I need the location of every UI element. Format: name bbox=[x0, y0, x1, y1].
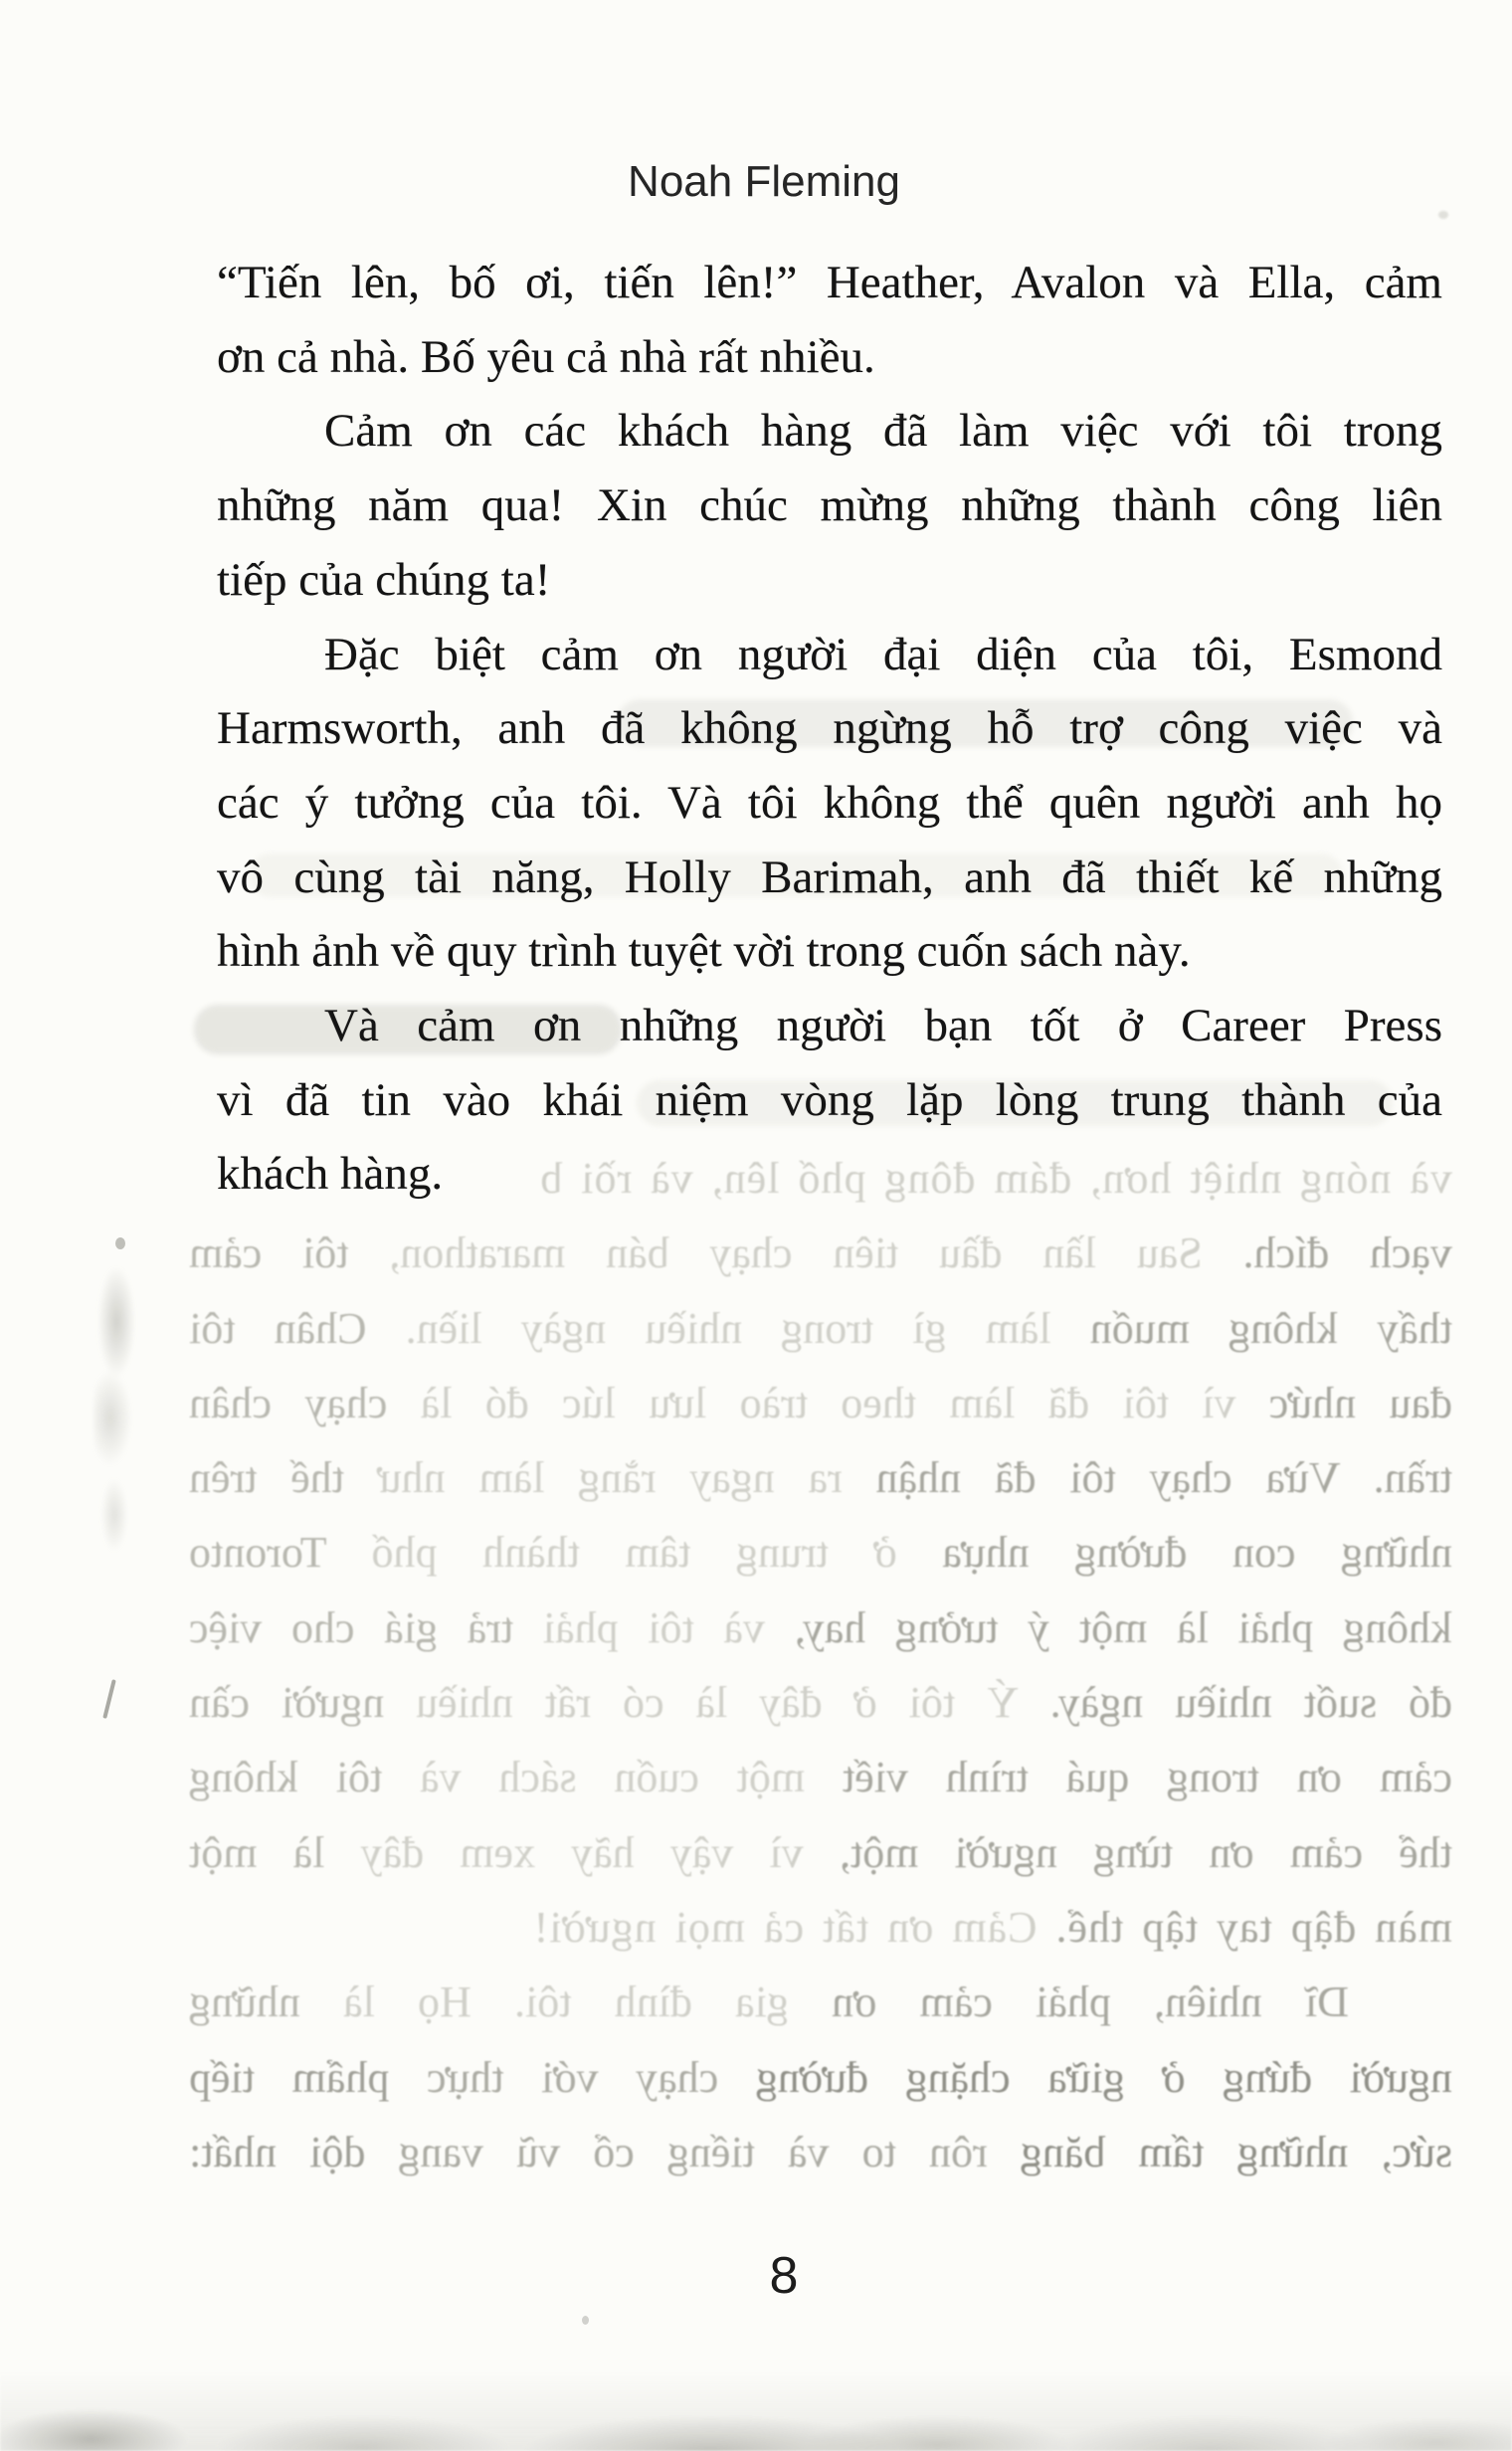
bleed-segment: phẩm tiếp bbox=[188, 2052, 427, 2102]
bleed-line bbox=[189, 1366, 1452, 1440]
bleed-segment: làm gì trong nhiều ngày liền. bbox=[405, 1303, 1090, 1353]
body-line: Và cảm ơn những người bạn tốt ở Career Press bbox=[324, 1000, 1442, 1052]
body-line: Cảm ơn các khách hàng đã làm việc với tôi trong bbox=[324, 405, 1442, 458]
bleed-line bbox=[189, 1665, 1452, 1740]
bleed-line bbox=[189, 2040, 1452, 2115]
bleed-segment: Ý tôi ở đây là có rất nhiều bbox=[416, 1678, 1050, 1728]
scan-speck bbox=[582, 2316, 589, 2325]
bleed-segment: ở trung tâm thành phố bbox=[371, 1528, 943, 1578]
bleed-segment: Toronto bbox=[189, 1528, 372, 1578]
scan-speck bbox=[1438, 211, 1448, 219]
scan-smudge bbox=[99, 1460, 129, 1570]
bleed-segment: đau nhức bbox=[1268, 1378, 1452, 1427]
body-line: “Tiến lên, bố ơi, tiến lên!” Heather, Avalon và Ella, cảm bbox=[217, 257, 1442, 308]
bleed-segment: dội nhất: bbox=[189, 2127, 399, 2176]
bleed-line bbox=[189, 1591, 1452, 1665]
bleed-segment: Chân tôi bbox=[188, 1303, 406, 1353]
bleed-segment: không phải là một ý tưởng hay, bbox=[794, 1603, 1452, 1652]
bleed-segment: trả giá cho việc bbox=[188, 1603, 543, 1652]
body-line: những năm qua! Xin chúc mừng những thành công liên bbox=[217, 479, 1442, 532]
bleed-segment: màn đập tay tập thể. bbox=[1054, 1902, 1452, 1952]
bleed-segment: ra ngay rằng làm như bbox=[377, 1453, 876, 1503]
body-line: vô cùng tài năng, Holly Barimah, anh đã thiết kế những bbox=[217, 850, 1442, 903]
bleed-line bbox=[189, 2115, 1452, 2189]
bleed-segment: gia đình tôi. Họ là bbox=[343, 1978, 833, 2027]
scan-smudge bbox=[94, 1268, 135, 1482]
bleed-segment: sức, những tấm băng bbox=[1020, 2127, 1452, 2176]
body-line: hình ảnh về quy trình tuyệt vời trong cuốn sách này. bbox=[217, 925, 1191, 978]
bleed-segment: thế trên bbox=[189, 1453, 378, 1503]
body-line: ơn cả nhà. Bố yêu cả nhà rất nhiều. bbox=[217, 330, 875, 383]
bleed-line bbox=[189, 1291, 1452, 1366]
bleed-segment: và nóng nhiệt hơn, đám đông phố lên, và rồi b bbox=[539, 1154, 1452, 1203]
scan-speck bbox=[115, 1237, 125, 1249]
bleed-line bbox=[189, 1815, 1452, 1890]
bleed-segment: Cảm ơn tất cả mọi người! bbox=[532, 1902, 1055, 1952]
bleed-segment: và tôi phải bbox=[542, 1603, 795, 1652]
bleed-segment: là một bbox=[189, 1827, 361, 1877]
bleed-segment: trần. Vừa chạy tôi đã nhận bbox=[875, 1453, 1452, 1503]
bleed-segment: chạy với thực bbox=[426, 2052, 756, 2102]
bleed-through-text bbox=[189, 1141, 1452, 2189]
bleed-segment: đó suốt nhiều ngày. bbox=[1049, 1678, 1452, 1728]
body-line: Đặc biệt cảm ơn người đại diện của tôi, Esmond bbox=[324, 628, 1442, 680]
bleed-segment: vì vậy hãy xem đây bbox=[360, 1827, 840, 1877]
body-text bbox=[217, 246, 1442, 1212]
scan-tick-mark bbox=[102, 1679, 116, 1719]
bleed-segment: rôn to và tiếng cổ vũ vang bbox=[398, 2127, 1021, 2176]
bleed-segment: cảm ơn trong quá trình viết bbox=[842, 1753, 1452, 1802]
bleed-line bbox=[189, 1515, 1452, 1590]
bleed-line bbox=[189, 1440, 1452, 1515]
body-line: khách hàng. bbox=[217, 1148, 444, 1201]
bleed-line bbox=[189, 1216, 1452, 1290]
bleed-segment: người đứng ở giữa chặng đường bbox=[755, 2052, 1452, 2102]
bleed-segment: tôi không bbox=[189, 1753, 421, 1802]
bleed-segment: tôi cảm bbox=[188, 1228, 390, 1278]
bleed-segment: những con đường nhựa bbox=[942, 1528, 1452, 1578]
bleed-segment: người cần bbox=[188, 1678, 417, 1728]
body-line: tiếp của chúng ta! bbox=[217, 553, 551, 606]
bleed-segment: thể cảm ơn từng người một, bbox=[839, 1827, 1452, 1877]
bleed-segment: chạy chân bbox=[188, 1378, 421, 1427]
body-line: Harmsworth, anh đã không ngừng hỗ trợ công việc và bbox=[217, 702, 1442, 755]
body-line: vì đã tin vào khái niệm vòng lặp lòng trung thành của bbox=[217, 1073, 1442, 1126]
bleed-line bbox=[189, 1890, 1452, 1965]
bleed-line bbox=[189, 1740, 1452, 1814]
bleed-segment: những bbox=[189, 1978, 344, 2027]
page-number: 8 bbox=[769, 2247, 799, 2305]
bleed-line bbox=[189, 1965, 1452, 2039]
scan-bottom-shadow bbox=[0, 2371, 1512, 2451]
bleed-segment: một cuốn sách và bbox=[420, 1753, 843, 1802]
bleed-segment: vì tôi đã làm theo trào lưu lúc đó là bbox=[420, 1378, 1269, 1427]
bleed-segment: thấy không muốn bbox=[1089, 1303, 1452, 1353]
running-header: Noah Fleming bbox=[628, 157, 900, 206]
bleed-segment: Sau lần đầu tiên chạy bán marathon, bbox=[389, 1228, 1243, 1278]
body-line: các ý tưởng của tôi. Và tôi không thể quên người anh họ bbox=[217, 776, 1442, 829]
bleed-segment: vạch đích. bbox=[1242, 1228, 1452, 1278]
bleed-segment: Dĩ nhiên, phải cảm ơn bbox=[832, 1978, 1349, 2027]
